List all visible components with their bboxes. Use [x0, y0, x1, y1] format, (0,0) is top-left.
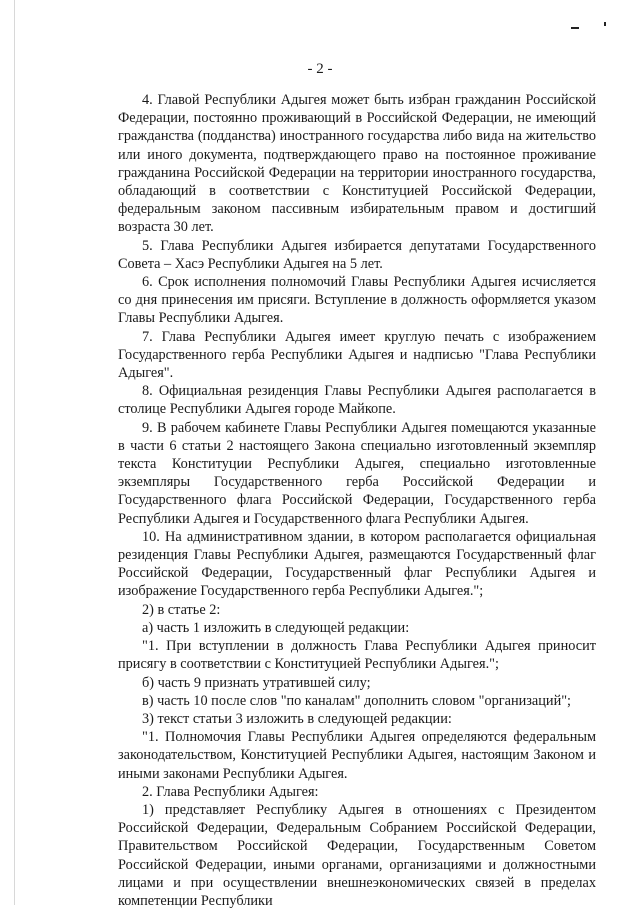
paragraph: 10. На административном здании, в котором располагается официальная резиденция Главы Республики Адыгея, размещаются Государственный флаг Российской Федерации, Государственный флаг Республики Адыгея и изображение Государственного герба Республики Адыгея."; [118, 528, 596, 600]
paragraph: в) часть 10 после слов "по каналам" дополнить словом "организаций"; [142, 692, 572, 709]
paragraph: "1. Полномочия Главы Республики Адыгея определяются федеральным законодательством, Конституцией Республики Адыгея, настоящим Законом и иными законами Республики Адыгея. [118, 729, 596, 782]
paragraph: 3) текст статьи 3 изложить в следующей редакции: [142, 710, 452, 727]
paragraph: 6. Срок исполнения полномочий Главы Республики Адыгея исчисляется со дня принесения им присяги. Вступление в должность оформляется указом Главы Республики Адыгея. [118, 274, 596, 327]
paragraph: 8. Официальная резиденция Главы Республики Адыгея располагается в столице Республики Адыгея городе Майкопе. [118, 383, 596, 418]
page-number: - 2 - [307, 61, 333, 77]
paragraph: "1. При вступлении в должность Глава Республики Адыгея приносит присягу в соответствии с Конституцией Республики Адыгея."; [118, 638, 596, 673]
paragraph: 1) представляет Республику Адыгея в отношениях с Президентом Российской Федерации, Федеральным Собранием Российской Федерации, Правительством Российской Федерации, Государственным Советом Российской Федерации, иными органами, организациями и должностными лицами и при осуществлении внешнеэкономических связей в пределах компетенции Республики [118, 801, 596, 909]
paragraph: 9. В рабочем кабинете Главы Республики Адыгея помещаются указанные в части 6 статьи 2 настоящего Закона специально изготовленный экземпляр текста Конституции Республики Адыгея, специально изготовленные экземпляры Государственного герба Российской Федерации и Государственного флага Российской Федерации, Государственного герба Республики Адыгея и Государственного флага Республики Адыгея. [118, 419, 596, 527]
paragraph: б) часть 9 признать утратившей силу; [142, 674, 371, 691]
scan-left-edge [14, 0, 15, 905]
paragraph: 5. Глава Республики Адыгея избирается депутатами Государственного Совета – Хасэ Республики Адыгея на 5 лет. [118, 237, 596, 272]
paragraph: а) часть 1 изложить в следующей редакции: [142, 619, 410, 636]
scan-mark [571, 27, 579, 29]
paragraph: 7. Глава Республики Адыгея имеет круглую печать с изображением Государственного герба Республики Адыгея и надписью "Глава Республики Адыгея". [118, 328, 596, 382]
scan-mark [604, 22, 606, 26]
document-body [118, 91, 596, 910]
paragraph: 4. Главой Республики Адыгея может быть избран гражданин Российской Федерации, постоянно проживающий в Российской Федерации, не имеющий гражданства (подданства) иностранного государства либо вида на жительство или иного документа, подтверждающего право на постоянное проживание гражданина Российской Федерации на территории иностранного государства, обладающий в соответствии с Конституцией Российской Федерации, федеральным законом пассивным избирательным правом и достигший возраста 30 лет. [118, 92, 596, 236]
paragraph: 2. Глава Республики Адыгея: [142, 783, 319, 800]
paragraph: 2) в статье 2: [142, 601, 221, 618]
